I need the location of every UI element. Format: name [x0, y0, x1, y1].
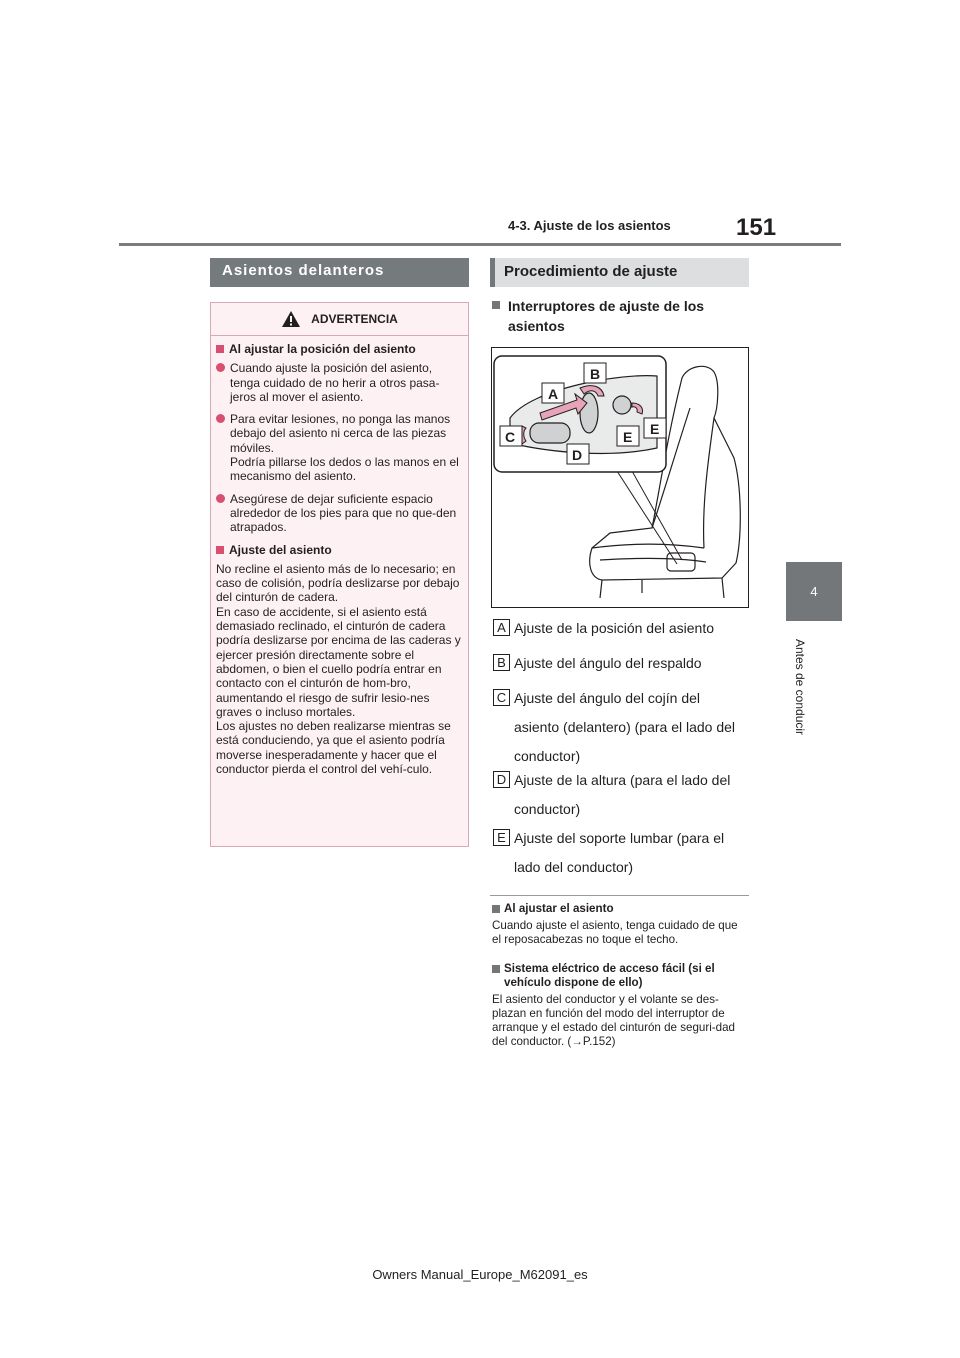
circle-bullet-icon [216, 494, 225, 503]
legend-text: Ajuste del soporte lumbar (para el lado del conductor) [514, 830, 725, 875]
chapter-side-title [790, 630, 810, 750]
warning-header [211, 303, 468, 336]
warning-block2-title: Ajuste del asiento [229, 542, 332, 557]
figure-label-c: C [505, 429, 516, 445]
seat-switches-figure [491, 347, 749, 608]
legend-text: Ajuste de la posición del asiento [514, 620, 715, 636]
chapter-number: 4 [810, 584, 818, 599]
warning-heading: ADVERTENCIA [311, 312, 398, 326]
circle-bullet-icon [216, 363, 225, 372]
figure-label-d: D [572, 447, 583, 463]
warning-box [210, 302, 469, 847]
chapter-tab [786, 562, 842, 621]
legend-item-c [493, 684, 748, 771]
warning-bullet [216, 361, 463, 404]
note-block [492, 962, 749, 1049]
subsection-heading [492, 296, 742, 336]
notes-divider [490, 895, 749, 896]
seat-illustration [492, 348, 748, 607]
section-title-asientos-delanteros: Asientos delanteros [210, 258, 469, 287]
legend-item-d [493, 766, 748, 824]
legend-item-b [493, 649, 748, 678]
footer-text: Owners Manual_Europe_M62091_es [372, 1267, 588, 1282]
subsection-title: Interruptores de ajuste de los asientos [508, 298, 705, 334]
square-bullet-icon [216, 546, 224, 554]
warning-bullet-text: Cuando ajuste la posición del asiento, tenga cuidado de no herir a otros pasa-jeros al mover el asiento. [230, 361, 440, 404]
legend-letter: D [493, 771, 510, 788]
square-bullet-icon [492, 965, 500, 973]
warning-block2-text: No recline el asiento más de lo necesario; en caso de colisión, podría deslizarse por debajo del cinturón de cadera. En caso de accidente, si el asiento está demasiado reclinado, el cinturón de cadera podría deslizarse por encima de las caderas y ejercer presión directamente sobre el abdomen, o bien el cuello podría entrar en contacto con el cinturón de hom-bro, aumentando el riesgo de sufrir lesio-nes graves o incluso mortales. Los ajustes no deben realizarse mientras se está conduciendo, ya que el asiento podría moverse inesperadamente y hacer que el conductor pierda el control del vehí-culo. [216, 561, 461, 777]
warning-bullet [216, 412, 463, 483]
page-number: 151 [736, 214, 777, 241]
section-title-procedimiento: Procedimiento de ajuste [490, 258, 749, 287]
warning-bullet-text: Asegúrese de dejar suficiente espacio alrededor de los pies para que no que-den atrapados. [230, 491, 457, 535]
legend-letter: C [493, 689, 510, 706]
figure-label-e: E [623, 429, 633, 445]
square-bullet-icon [492, 301, 500, 309]
legend-item-e [493, 824, 748, 882]
legend-text: Ajuste de la altura (para el lado del conductor) [514, 772, 731, 817]
warning-block1-heading [216, 342, 463, 356]
chapter-title: Antes de conducir [793, 638, 807, 736]
square-bullet-icon [492, 905, 500, 913]
figure-label-e: E [650, 421, 660, 437]
header-divider [119, 243, 841, 246]
warning-triangle-icon [281, 310, 301, 328]
note-heading [492, 902, 749, 916]
legend-text: Ajuste del ángulo del cojín del asiento (delantero) (para el lado del conductor) [514, 690, 736, 764]
legend-text: Ajuste del ángulo del respaldo [514, 655, 702, 671]
header-section-title: 4-3. Ajuste de los asientos [508, 218, 671, 233]
warning-block1-title: Al ajustar la posición del asiento [229, 342, 416, 356]
note-heading [492, 962, 749, 990]
warning-block2-heading [216, 543, 463, 557]
note-text: Cuando ajuste el asiento, tenga cuidado de que el reposacabezas no toque el techo. [492, 919, 738, 946]
warning-bullet [216, 492, 463, 535]
legend-item-a [493, 614, 748, 643]
circle-bullet-icon [216, 414, 225, 423]
figure-label-b: B [590, 366, 601, 382]
legend-letter: B [493, 654, 510, 671]
note-block [492, 902, 749, 947]
legend-letter: A [493, 619, 510, 636]
square-bullet-icon [216, 345, 224, 353]
note-text: El asiento del conductor y el volante se des-plazan en función del modo del interruptor de arranque y el estado del cinturón de seguri-dad del conductor. (→P.152) [492, 993, 735, 1048]
note-title: Al ajustar el asiento [504, 902, 614, 915]
figure-label-a: A [548, 386, 559, 402]
legend-letter: E [493, 829, 510, 846]
warning-bullet-text: Para evitar lesiones, no ponga las manos debajo del asiento ni cerca de las piezas móviles. Podría pillarse los dedos o las manos en el mecanismo del asiento. [230, 412, 459, 484]
note-title: Sistema eléctrico de acceso fácil (si el vehículo dispone de ello) [504, 962, 715, 989]
